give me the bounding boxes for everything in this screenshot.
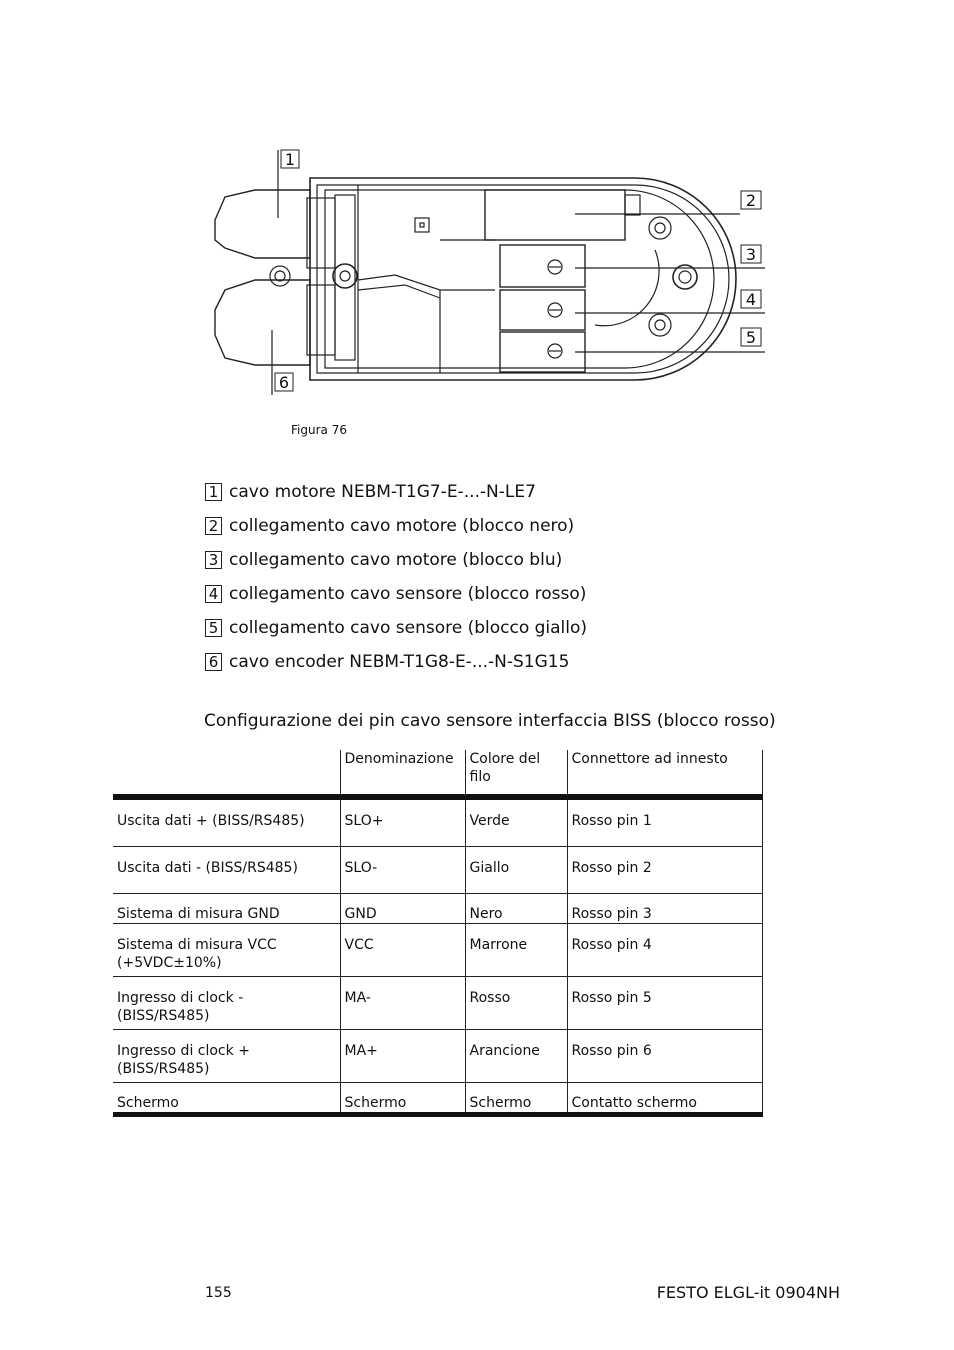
table-cell: Rosso pin 2 — [567, 847, 762, 894]
document-id: FESTO ELGL-it 0904NH — [656, 1283, 840, 1302]
table-cell: GND — [340, 894, 465, 924]
callout-3: 3 — [745, 245, 757, 264]
legend-item — [205, 475, 587, 509]
table-row — [113, 1083, 762, 1115]
header-colore: Colore del filo — [465, 750, 567, 797]
table-cell: SLO- — [340, 847, 465, 894]
table-cell: Rosso pin 5 — [567, 977, 762, 1030]
table-cell: Marrone — [465, 924, 567, 977]
header-signal — [113, 750, 340, 797]
table-cell: Rosso pin 6 — [567, 1030, 762, 1083]
table-cell: Nero — [465, 894, 567, 924]
legend-text: cavo motore NEBM-T1G7-E-...-N-LE7 — [229, 482, 536, 502]
table-row — [113, 1030, 762, 1083]
table-cell: Uscita dati + (BISS/RS485) — [113, 797, 340, 847]
legend-text: cavo encoder NEBM-T1G8-E-...-N-S1G15 — [229, 652, 570, 672]
callout-2: 2 — [745, 191, 757, 210]
table-cell: Schermo — [465, 1083, 567, 1115]
table-cell: Arancione — [465, 1030, 567, 1083]
legend-item — [205, 543, 587, 577]
figure-caption: Figura 76 — [291, 423, 347, 437]
table-header-row — [113, 750, 762, 797]
table-cell: Rosso pin 4 — [567, 924, 762, 977]
legend-item — [205, 611, 587, 645]
table-cell: Contatto schermo — [567, 1083, 762, 1115]
table-cell: Schermo — [340, 1083, 465, 1115]
legend-number: 6 — [205, 653, 222, 671]
table-row — [113, 797, 762, 847]
table-cell: Rosso pin 1 — [567, 797, 762, 847]
callout-5: 5 — [745, 328, 757, 347]
table-cell: Giallo — [465, 847, 567, 894]
legend-text: collegamento cavo sensore (blocco giallo) — [229, 618, 588, 638]
legend-number: 1 — [205, 483, 222, 501]
table-row — [113, 924, 762, 977]
table-row — [113, 977, 762, 1030]
section-title: Configurazione dei pin cavo sensore interfaccia BISS (blocco rosso) — [204, 711, 776, 731]
legend-item — [205, 577, 587, 611]
legend-number: 3 — [205, 551, 222, 569]
callout-1: 1 — [284, 150, 296, 169]
pin-configuration-table — [113, 750, 763, 1117]
header-connettore: Connettore ad innesto — [567, 750, 762, 797]
table-cell: Schermo — [113, 1083, 340, 1115]
table-cell: Ingresso di clock + (BISS/RS485) — [113, 1030, 340, 1083]
table-cell: SLO+ — [340, 797, 465, 847]
header-denominazione: Denominazione — [340, 750, 465, 797]
table-row — [113, 847, 762, 894]
legend-number: 4 — [205, 585, 222, 603]
table-cell: Sistema di misura GND — [113, 894, 340, 924]
table-cell: VCC — [340, 924, 465, 977]
table-cell: Ingresso di clock - (BISS/RS485) — [113, 977, 340, 1030]
callout-6: 6 — [278, 373, 290, 392]
legend-text: collegamento cavo motore (blocco nero) — [229, 516, 575, 536]
legend-number: 2 — [205, 517, 222, 535]
legend-text: collegamento cavo motore (blocco blu) — [229, 550, 563, 570]
table-cell: Rosso pin 3 — [567, 894, 762, 924]
legend-item — [205, 645, 587, 679]
table-row — [113, 894, 762, 924]
page-number: 155 — [205, 1285, 232, 1301]
callout-4: 4 — [745, 290, 757, 309]
legend-number: 5 — [205, 619, 222, 637]
connector-block-drawing — [195, 140, 775, 405]
legend-item — [205, 509, 587, 543]
table-cell: MA+ — [340, 1030, 465, 1083]
table-cell: Uscita dati - (BISS/RS485) — [113, 847, 340, 894]
table-cell: MA- — [340, 977, 465, 1030]
figure-legend — [205, 475, 587, 679]
table-cell: Verde — [465, 797, 567, 847]
table-cell: Sistema di misura VCC (+5VDC±10%) — [113, 924, 340, 977]
legend-text: collegamento cavo sensore (blocco rosso) — [229, 584, 587, 604]
table-cell: Rosso — [465, 977, 567, 1030]
